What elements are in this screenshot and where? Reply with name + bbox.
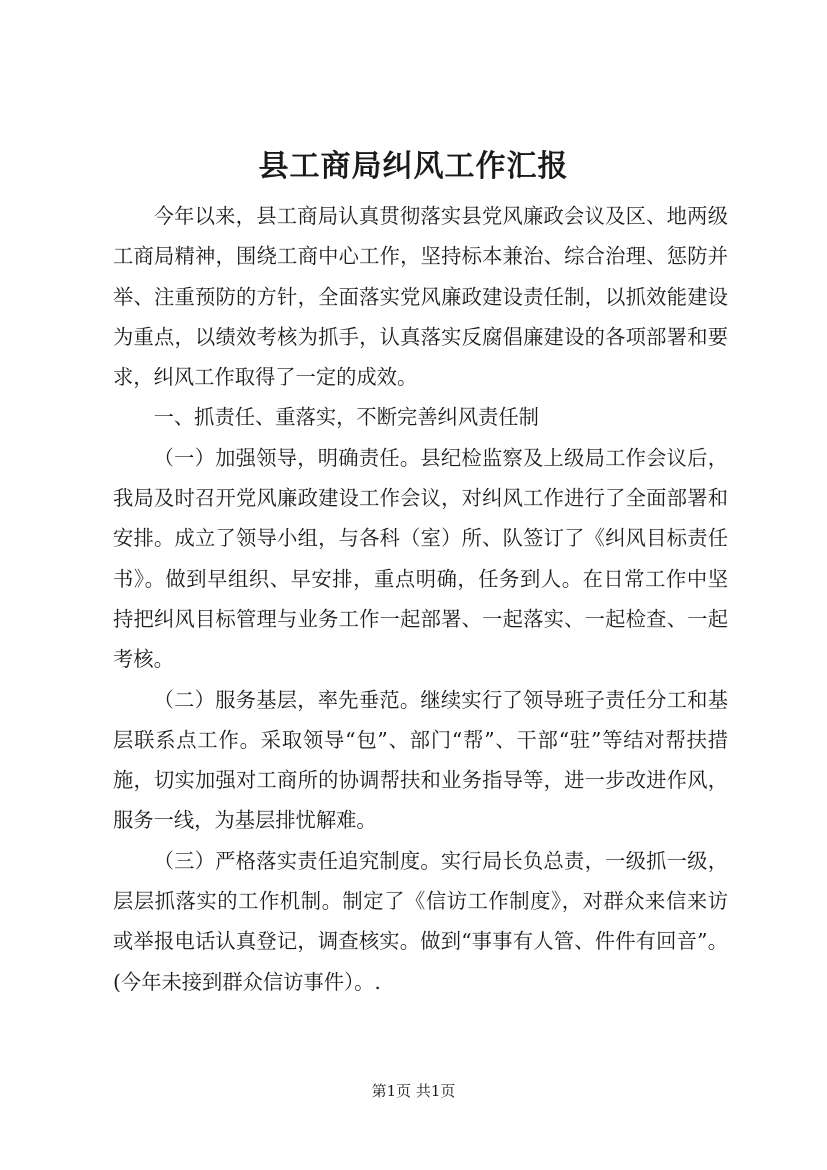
paragraph-intro: 今年以来，县工商局认真贯彻落实县党风廉政会议及区、地两级工商局精神，围绕工商中心工作，坚持标本兼治、综合治理、惩防并举、注重预防的方针，全面落实党风廉政建设责任制，以抓效能建设为重点，以绩效考核为抓手，认真落实反腐倡廉建设的各项部署和要求，纠风工作取得了一定的成效。 [113,204,728,390]
paragraph-item-1: （一）加强领导，明确责任。县纪检监察及上级局工作会议后，我局及时召开党风廉政建设工作会议，对纠风工作进行了全面部署和安排。成立了领导小组，与各科（室）所、队签订了《纠风目标责任书》。做到早组织、早安排，重点明确，任务到人。在日常工作中坚持把纠风目标管理与业务工作一起部署、一起落实、一起检查、一起考核。 [113,445,728,672]
paragraph-item-3: （三）严格落实责任追究制度。实行局长负总责，一级抓一级，层层抓落实的工作机制。制定了《信访工作制度》，对群众来信来访或举报电话认真登记，调查核实。做到“事事有人管、件件有回音”。(今年未接到群众信访事件）。. [113,848,728,994]
document-title: 县工商局纠风工作汇报 [258,149,569,184]
section-heading-1: 一、抓责任、重落实，不断完善纠风责任制 [153,405,539,430]
document-body [113,196,728,1002]
paragraph-item-2: （二）服务基层，率先垂范。继续实行了领导班子责任分工和基层联系点工作。采取领导“包”、部门“帮”、干部“驻”等结对帮扶措施，切实加强对工商所的协调帮扶和业务指导等，进一步改进作风，服务一线，为基层排忧解难。 [113,687,728,833]
page-footer: 第1页 共1页 [371,1082,456,1100]
